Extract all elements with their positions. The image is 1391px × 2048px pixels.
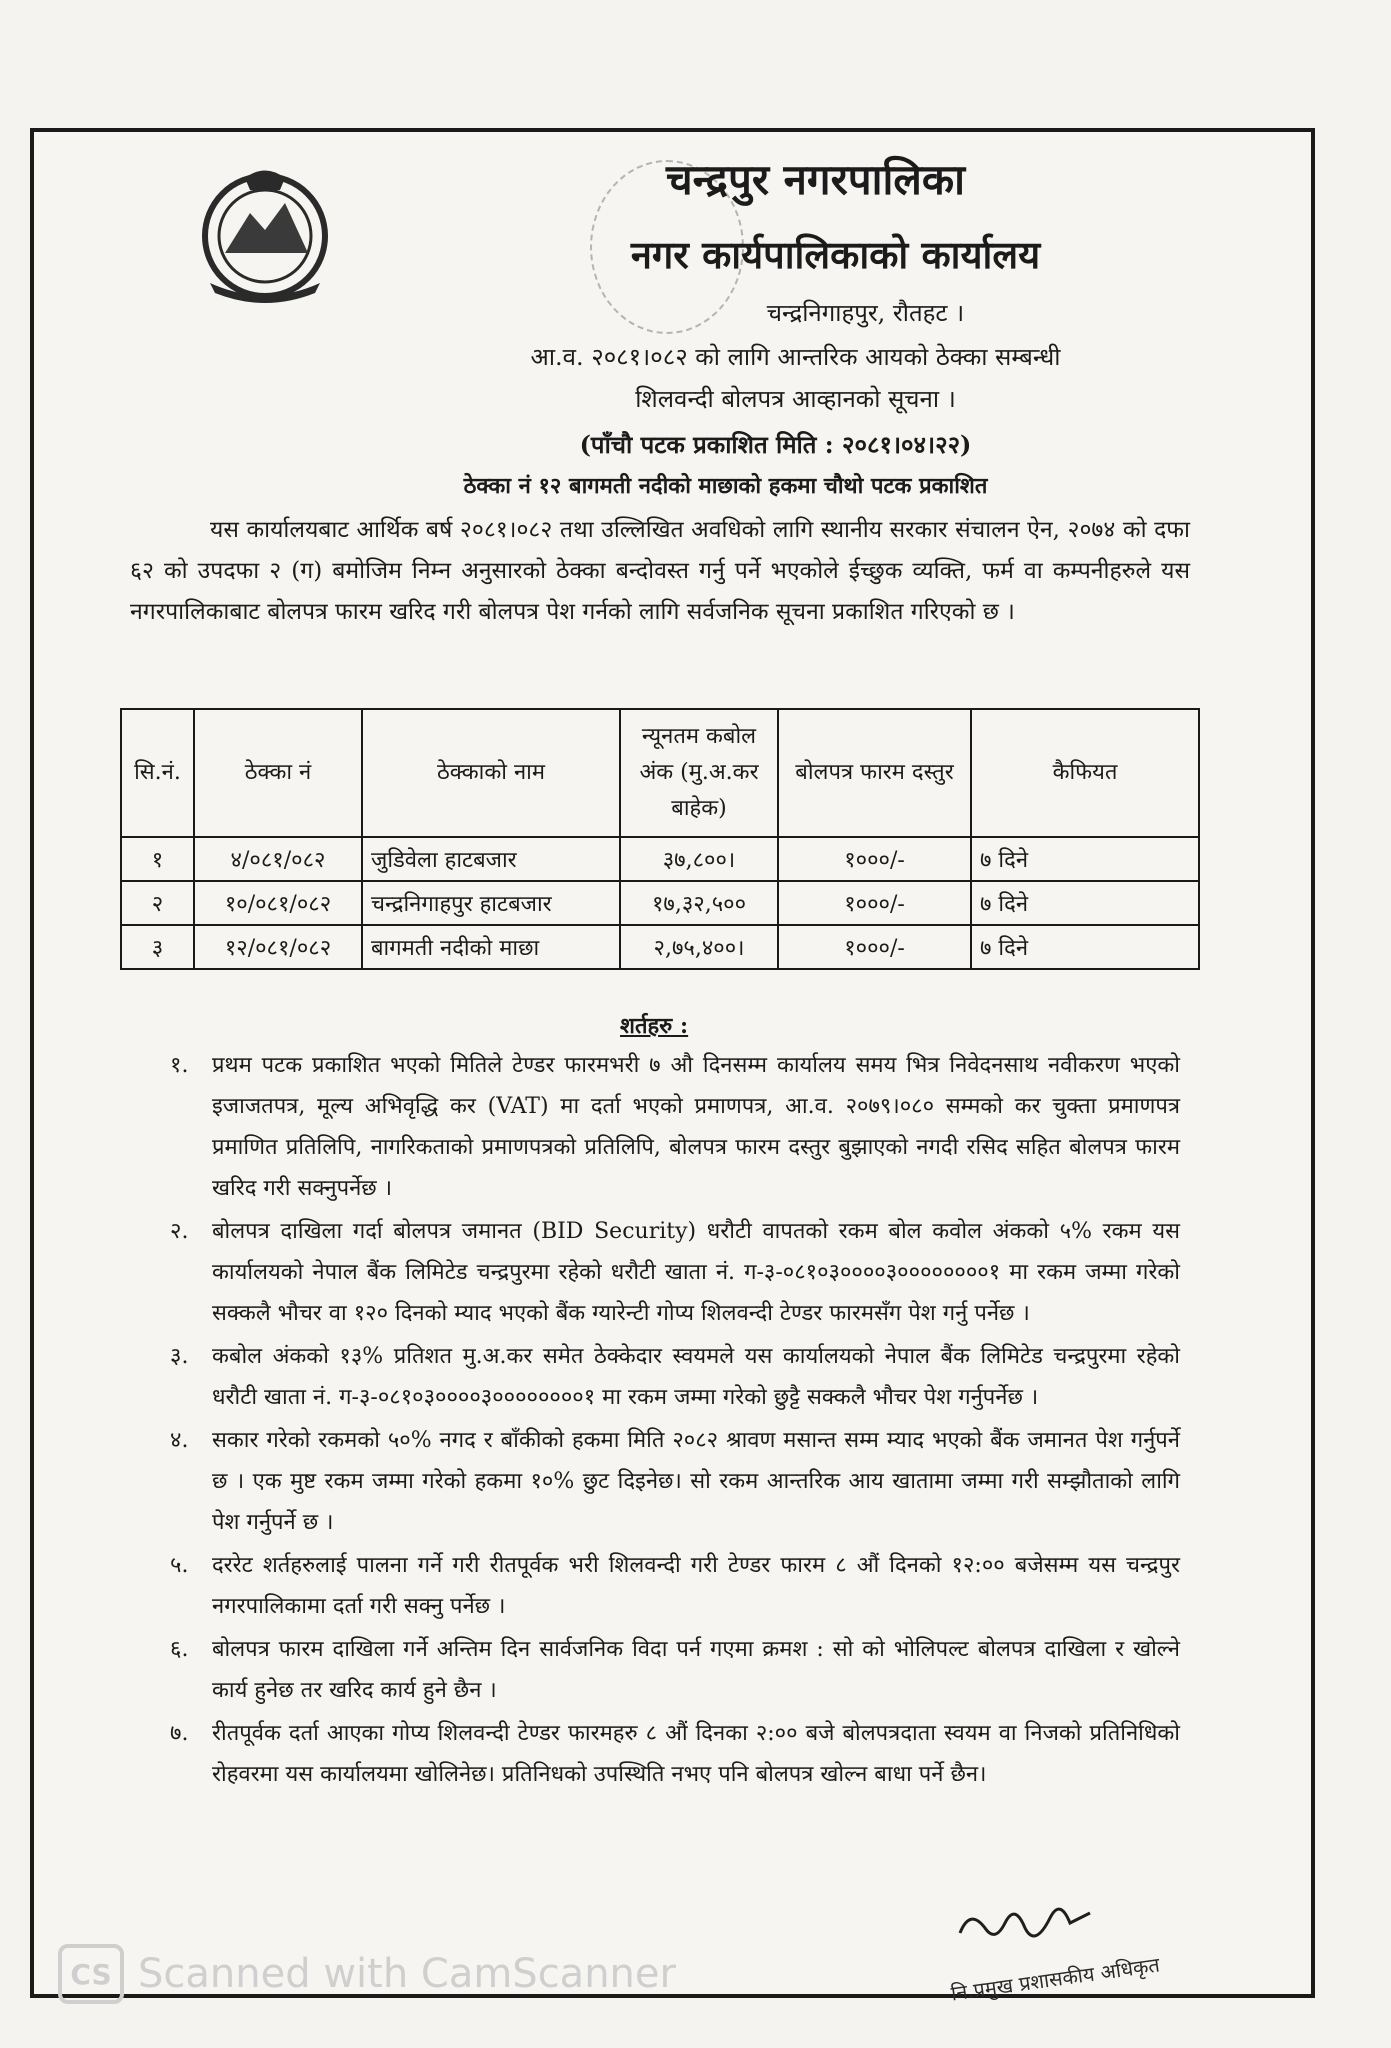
term-number: ६. [170, 1637, 189, 1662]
office-title: नगर कार्यपालिकाको कार्यालय [630, 232, 1041, 277]
cell-min-bid: २,७५,४००। [620, 925, 778, 969]
list-item [170, 1545, 1180, 1627]
published-date: (पाँचौ पटक प्रकाशित मिति : २०८१।०४।२२) [579, 430, 972, 459]
cell-remarks: ७ दिने [971, 837, 1199, 881]
cell-serial: २ [121, 881, 194, 925]
cell-contract-name: बागमती नदीको माछा [362, 925, 620, 969]
cell-contract-name: जुडिवेला हाटबजार [362, 837, 620, 881]
col-form-fee: बोलपत्र फारम दस्तुर [778, 709, 971, 837]
office-address: चन्द्रनिगाहपुर, रौतहट । [766, 299, 965, 327]
term-number: ३. [170, 1344, 189, 1369]
list-item [170, 1336, 1180, 1418]
cell-contract-no: १२/०८१/०८२ [194, 925, 362, 969]
tender-table [120, 708, 1200, 970]
municipality-title: चन्द्रपुर नगरपालिका [666, 155, 965, 204]
table-row [121, 837, 1199, 881]
terms-list [170, 1045, 1180, 1797]
list-item [170, 1045, 1180, 1209]
list-item [170, 1211, 1180, 1334]
list-item [170, 1713, 1180, 1795]
col-serial: सि.नं. [121, 709, 194, 837]
signature [950, 1888, 1100, 1958]
cell-form-fee: १०००/- [778, 881, 971, 925]
cell-remarks: ७ दिने [971, 925, 1199, 969]
table-row [121, 881, 1199, 925]
publication-note: ठेक्का नं १२ बागमती नदीको माछाको हकमा चौथो पटक प्रकाशित [463, 473, 988, 499]
col-contract-name: ठेक्काको नाम [362, 709, 620, 837]
term-text: सकार गरेको रकमको ५०% नगद र बाँकीको हकमा मिति २०८२ श्रावण मसान्त सम्म म्याद भएको बैंक जमानत पेश गर्नुपर्ने छ । एक मुष्ट रकम जम्मा गरेको हकमा १०% छुट दिइनेछ। सो रकम आन्तरिक आय खातामा जम्मा गरी सम्झौताको लागि पेश गर्नुपर्ने छ । [212, 1428, 1180, 1535]
term-number: २. [170, 1219, 189, 1244]
term-text: रीतपूर्वक दर्ता आएका गोप्य शिलवन्दी टेण्डर फारमहरु ८ औं दिनका २:०० बजे बोलपत्रदाता स्वयम वा निजको प्रतिनिधिको रोहवरमा यस कार्यालयमा खोलिनेछ। प्रतिनिधको उपस्थिति नभए पनि बोलपत्र खोल्न बाधा पर्ने छैन। [212, 1721, 1180, 1787]
watermark-text: Scanned with CamScanner [138, 1951, 676, 1997]
term-text: प्रथम पटक प्रकाशित भएको मितिले टेण्डर फारमभरी ७ औ दिनसम्म कार्यालय समय भित्र निवेदनसाथ नवीकरण भएको इजाजतपत्र, मूल्य अभिवृद्धि कर (VAT) मा दर्ता भएको प्रमाणपत्र, आ.व. २०७९।०८० सम्मको कर चुक्ता प्रमाणपत्र प्रमाणित प्रतिलिपि, नागरिकताको प्रमाणपत्रको प्रतिलिपि, बोलपत्र फारम दस्तुर बुझाएको नगदी रसिद सहित बोलपत्र फारम खरिद गरी सक्नुपर्नेछ । [212, 1053, 1180, 1201]
table-row [121, 925, 1199, 969]
list-item [170, 1420, 1180, 1543]
col-remarks: कैफियत [971, 709, 1199, 837]
cell-contract-no: १०/०८१/०८२ [194, 881, 362, 925]
subject-line-2: शिलवन्दी बोलपत्र आव्हानको सूचना । [635, 385, 956, 413]
term-text: कबोल अंकको १३% प्रतिशत मु.अ.कर समेत ठेक्केदार स्वयमले यस कार्यालयको नेपाल बैंक लिमिटेड चन्द्रपुरमा रहेको धरौटी खाता नं. ग-३-०८१०३००००३००००००००१ मा रकम जम्मा गरेको छुट्टै सक्कलै भौचर पेश गर्नुपर्नेछ । [212, 1344, 1180, 1410]
cell-contract-name: चन्द्रनिगाहपुर हाटबजार [362, 881, 620, 925]
cell-remarks: ७ दिने [971, 881, 1199, 925]
list-item [170, 1629, 1180, 1711]
term-number: १. [170, 1053, 189, 1078]
intro-paragraph: यस कार्यालयबाट आर्थिक बर्ष २०८१।०८२ तथा उल्लिखित अवधिको लागि स्थानीय सरकार संचालन ऐन, २०७४ को दफा ६२ को उपदफा २ (ग) बमोजिम निम्न अनुसारको ठेक्का बन्दोवस्त गर्नु पर्ने भएकोले ईच्छुक व्यक्ति, फर्म वा कम्पनीहरुले यस नगरपालिकाबाट बोलपत्र फारम खरिद गरी बोलपत्र पेश गर्नको लागि सर्वजनिक सूचना प्रकाशित गरिएको छ । [130, 517, 1190, 625]
cell-form-fee: १०००/- [778, 837, 971, 881]
col-min-bid: न्यूनतम कबोल अंक (मु.अ.कर बाहेक) [620, 709, 778, 837]
cell-contract-no: ४/०८१/०८२ [194, 837, 362, 881]
terms-heading: शर्तहरु : [620, 1013, 689, 1039]
camscanner-watermark [58, 1944, 676, 2004]
subject-line-1: आ.व. २०८१।०८२ को लागि आन्तरिक आयको ठेक्का सम्बन्धी [530, 343, 1061, 371]
term-number: ५. [170, 1553, 189, 1578]
signatory-title: नि.प्रमुख प्रशासकीय अधिकृत [949, 1952, 1162, 2006]
cell-serial: ३ [121, 925, 194, 969]
camscanner-logo-icon: CS [58, 1944, 124, 2004]
col-contract-no: ठेक्का नं [194, 709, 362, 837]
term-text: बोलपत्र दाखिला गर्दा बोलपत्र जमानत (BID Security) धरौटी वापतको रकम बोल कवोल अंकको ५% रकम यस कार्यालयको नेपाल बैंक लिमिटेड चन्द्रपुरमा रहेको धरौटी खाता नं. ग-३-०८१०३००००३००००००००१ मा रकम जम्मा गरेको सक्कलै भौचर वा १२० दिनको म्याद भएको बैंक ग्यारेन्टी गोप्य शिलवन्दी टेण्डर फारमसँग पेश गर्नु पर्नेछ । [212, 1219, 1180, 1326]
cell-min-bid: १७,३२,५०० [620, 881, 778, 925]
term-number: ७. [170, 1721, 189, 1746]
cell-form-fee: १०००/- [778, 925, 971, 969]
cell-min-bid: ३७,८००। [620, 837, 778, 881]
table-header-row [121, 709, 1199, 837]
cell-serial: १ [121, 837, 194, 881]
term-text: बोलपत्र फारम दाखिला गर्ने अन्तिम दिन सार्वजनिक विदा पर्न गएमा क्रमश : सो को भोलिपल्ट बोलपत्र दाखिला र खोल्ने कार्य हुनेछ तर खरिद कार्य हुने छैन । [212, 1637, 1180, 1703]
term-number: ४. [170, 1428, 189, 1453]
term-text: दररेट शर्तहरुलाई पालना गर्ने गरी रीतपूर्वक भरी शिलवन्दी गरी टेण्डर फारम ८ औं दिनको १२:०० बजेसम्म यस चन्द्रपुर नगरपालिकामा दर्ता गरी सक्नु पर्नेछ । [212, 1553, 1180, 1619]
